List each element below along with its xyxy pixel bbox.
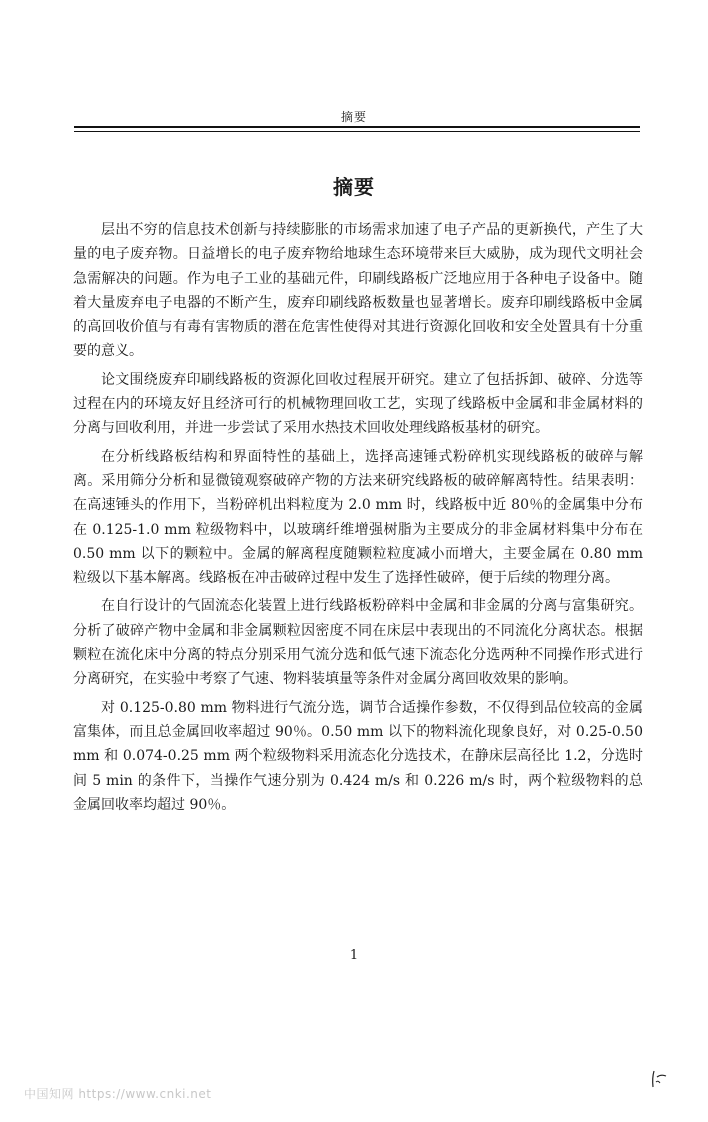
abstract-body [73,218,643,821]
handwritten-mark-icon [648,1068,670,1090]
cnki-watermark: 中国知网 https://www.cnki.net [24,1087,212,1101]
page-title: 摘要 [333,175,375,199]
paragraph-4: 在自行设计的气固流态化装置上进行线路板粉碎料中金属和非金属的分离与富集研究。分析了破碎产物中金属和非金属颗粒因密度不同在床层中表现出的不同流化分离状态。根据颗粒在流化床中分离的特点分别采用气流分选和低气速下流态化分选两种不同操作形式进行分离研究，在实验中考察了气速、物料装填量等条件对金属分离回收效果的影响。 [73,598,643,688]
header-rule-thick [74,126,640,128]
paragraph-2: 论文围绕废弃印刷线路板的资源化回收过程展开研究。建立了包括拆卸、破碎、分选等过程在内的环境友好且经济可行的机械物理回收工艺，实现了线路板中金属和非金属材料的分离与回收利用，并进一步尝试了采用水热技术回收处理线路板基材的研究。 [73,371,643,437]
running-header: 摘要 [340,110,367,124]
page-number: 1 [349,948,359,963]
header-rule-thin [74,131,640,132]
paragraph-1: 层出不穷的信息技术创新与持续膨胀的市场需求加速了电子产品的更新换代，产生了大量的电子废弃物。日益增长的电子废弃物给地球生态环境带来巨大威胁，成为现代文明社会急需解决的问题。作为电子工业的基础元件，印刷线路板广泛地应用于各种电子设备中。随着大量废弃电子电器的不断产生，废弃印刷线路板数量也显著增长。废弃印刷线路板中金属的高回收价值与有毒有害物质的潜在危害性使得对其进行资源化回收和安全处置具有十分重要的意义。 [73,222,643,360]
paragraph-3: 在分析线路板结构和界面特性的基础上，选择高速锤式粉碎机实现线路板的破碎与解离。采用筛分分析和显微镜观察破碎产物的方法来研究线路板的破碎解离特性。结果表明：在高速锤头的作用下，当粉碎机出料粒度为 2.0 mm 时，线路板中近 80％的金属集中分布在 0.125-1.0 mm 粒级物料中，以玻璃纤维增强树脂为主要成分的非金属材料集中分布在 0.50 mm 以下的颗粒中。金属的解离程度随颗粒粒度减小而增大，主要金属在 0.80 mm 粒级以下基本解离。线路板在冲击破碎过程中发生了选择性破碎，便于后续的物理分离。 [73,448,643,587]
paragraph-5: 对 0.125-0.80 mm 物料进行气流分选，调节合适操作参数，不仅得到品位较高的金属富集体，而且总金属回收率超过 90％。0.50 mm 以下的物料流化现象良好，对 0.25-0.50 mm 和 0.074-0.25 mm 两个粒级物料采用流态化分选技术，在静床层高径比 1.2，分选时间 5 min 的条件下，当操作气速分别为 0.424 m/s 和 0.226 m/s 时，两个粒级物料的总金属回收率均超过 90％。 [73,699,643,813]
